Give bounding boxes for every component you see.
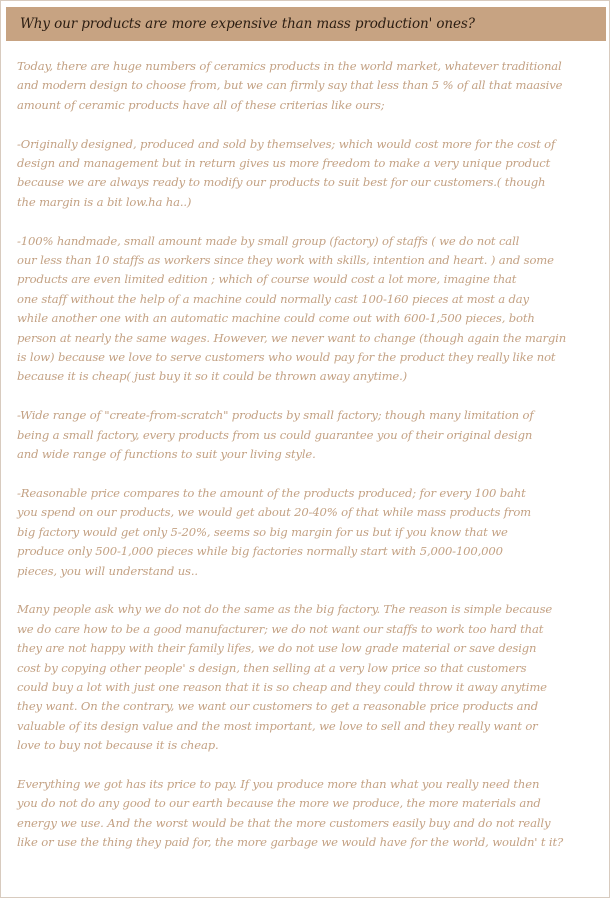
- paragraph-originally-designed: -Originally designed, produced and sold by themselves; which would cost more for the cost of design and management but in return gives us more freedom to make a very unique product because we are always ready to modify our products to suit best for our customers.( though the margin is a bit low.ha ha..): [17, 136, 556, 209]
- page-title: Why our products are more expensive than mass production' ones?: [20, 16, 475, 32]
- paragraph-everything-price: Everything we got has its price to pay. If you produce more than what you really need then you do not do any good to our earth because the more we produce, the more materials and energy we use. And the worst would be that the more customers easily buy and do not really like or use the thing they paid for, the more garbage we would have for the world, wouldn' t it?: [17, 776, 564, 850]
- paragraph-reasonable-price: -Reasonable price compares to the amount of the products produced; for every 100 baht you spend on our products, we would get about 20-40% of that while mass products from big factory would get only 5-20%, seems so big margin for us but if you know that we produce only 500-1,000 pieces while big factories normally start with 5,000-100,000 pieces, you will understand us..: [17, 485, 531, 578]
- paragraph-why-not-big-factory: Many people ask why we do not do the same as the big factory. The reason is simple because we do care how to be a good manufacturer; we do not want our staffs to work too hard that they are not happy with their family lifes, we do not use low grade material or save design cost by copying other people' s design, then selling at a very low price so that customers could buy a lot with just one reason that it is so cheap and they could throw it away anytime they want. On the contrary, we want our customers to get a reasonable price products and valuable of its design value and the most important, we love to sell and they really want or love to buy not because it is cheap.: [17, 602, 553, 753]
- article-body: [17, 57, 597, 853]
- header-bar: [6, 7, 606, 41]
- paragraph-wide-range: -Wide range of "create-from-scratch" products by small factory; though many limitation of being a small factory, every products from us could guarantee you of their original design and wide range of functions to suit your living style.: [17, 408, 534, 462]
- paragraph-intro: Today, there are huge numbers of ceramics products in the world market, whatever traditional and modern design to choose from, but we can firmly say that less than 5 % of all that maasive amount of ceramic products have all of these criterias like ours;: [17, 59, 563, 112]
- paragraph-handmade: -100% handmade, small amount made by small group (factory) of staffs ( we do not call our less than 10 staffs as workers since they work with skills, intention and heart. ) and some products are even limited edition ; which of course would cost a lot more, imagine that one staff without the help of a machine could normally cast 100-160 pieces at most a day while another one with an automatic machine could come out with 600-1,500 pieces, both person at nearly the same wages. However, we never want to change (though again the margin is low) because we love to serve customers who would pay for the product they really like not because it is cheap( just buy it so it could be thrown away anytime.): [17, 233, 567, 384]
